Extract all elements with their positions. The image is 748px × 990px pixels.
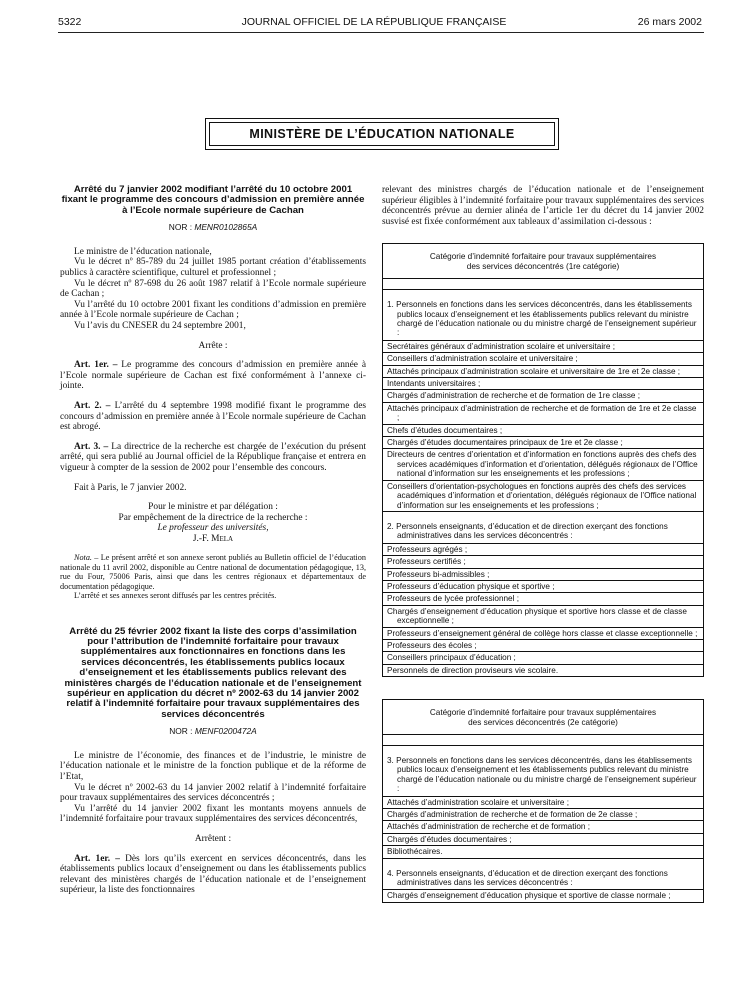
- table-row: Conseillers d’orientation-psychologues en fonctions auprès des chefs des services académiques d’information et d’orientation, délégués régionaux de l’Office national d’information sur les enseignements et les professions ;: [383, 481, 703, 512]
- decree1-nor: [60, 222, 366, 233]
- nor-code: MENF0200472A: [194, 726, 257, 737]
- nor-label: NOR :: [169, 726, 193, 737]
- article-label: Art. 1er. –: [74, 853, 120, 864]
- decree2-para: Le ministre de l’économie, des finances et de l’industrie, le ministre de l’éducation nationale et le ministre de la fonction publique et de la réforme de l’Etat,: [60, 750, 366, 782]
- decree2-article-1: [60, 854, 366, 896]
- category-1-table: [382, 243, 704, 677]
- nota-text-2: L’arrêté et ses annexes seront diffusés par les centres précités.: [74, 591, 277, 601]
- table-row: Bibliothécaires.: [383, 846, 703, 858]
- signature-line-1: Pour le ministre et par délégation :: [148, 502, 278, 513]
- table-row: Professeurs des écoles ;: [383, 640, 703, 652]
- right-column: [382, 185, 704, 903]
- table-row: Chargés d’administration de recherche et de formation de 1re classe ;: [383, 390, 703, 402]
- table-row: Attachés d’administration de recherche et de formation ;: [383, 821, 703, 833]
- table-header: [383, 244, 703, 279]
- category-2-table: [382, 699, 704, 903]
- decree1-para: Le ministre de l’éducation nationale,: [74, 246, 212, 257]
- nota: [60, 553, 366, 591]
- table-header-line: Catégorie d’indemnité forfaitaire pour travaux supplémentaires: [429, 252, 657, 262]
- article-text: Le programme des concours d’admission en première année à l’Ecole normale supérieure de Cachan est fixé conformément à l’annexe ci-jointe.: [60, 360, 366, 392]
- table-spacer: [383, 735, 703, 746]
- table-row: Conseillers d’administration scolaire et universitaire ;: [383, 353, 703, 365]
- nota-text: Le présent arrêté et son annexe seront publiés au Bulletin officiel de l’éducation nationale du 11 avril 2002, disponible au Centre national de documentation pédagogique, 13, rue du Four, 75006 Paris, ainsi que dans les centres régionaux et départementaux de documentation pédagogique.: [60, 553, 366, 591]
- table-row: Attachés principaux d’administration scolaire et universitaire de 1re et 2e classe ;: [383, 366, 703, 378]
- decree1-para: Vu l’arrêté du 10 octobre 2001 fixant les conditions d’admission en première année à l’Ecole normale supérieure de Cachan ;: [60, 299, 366, 321]
- decree1-arrete: Arrête :: [198, 340, 228, 351]
- article-label: Art. 2. –: [74, 400, 111, 411]
- ministry-title: MINISTÈRE DE L’ÉDUCATION NATIONALE: [209, 122, 555, 146]
- table-spacer: [383, 279, 703, 290]
- table-row: Chargés d’études documentaires principaux de 1re et 2e classe ;: [383, 437, 703, 449]
- table-row: Conseillers principaux d’éducation ;: [383, 652, 703, 664]
- decree2-continuation: relevant des ministres chargés de l’éducation nationale et de l’enseignement supérieur éligibles à l’indemnité forfaitaire pour travaux supplémentaires des services déconcentrés prévue au dernier alinéa de l’article 1er du décret du 14 janvier 2002 susvisé est fixée conformément aux tableaux d’assimilation ci-dessous :: [382, 185, 704, 227]
- article-text: L’arrêté du 4 septembre 1998 modifié fixant le programme des concours d’admission en première année à l’Ecole normale supérieure de Cachan est abrogé.: [60, 400, 366, 433]
- table-row: Professeurs d’enseignement général de collège hors classe et classe exceptionnelle ;: [383, 628, 703, 640]
- left-column: [60, 185, 366, 896]
- table-row: Secrétaires généraux d’administration scolaire et universitaire ;: [383, 341, 703, 353]
- table-row: Chefs d’études documentaires ;: [383, 425, 703, 437]
- signature-line-2: Par empêchement de la directrice de la recherche :: [118, 512, 308, 523]
- table-row: Professeurs agrégés ;: [383, 544, 703, 556]
- signature-line-3: Le professeur des universités,: [157, 523, 269, 534]
- decree2-nor: [60, 726, 366, 737]
- decree1-para: Vu le décret nº 85-789 du 24 juillet 1985 portant création d’établissements publics à caractère scientifique, culturel et professionnel ;: [60, 257, 366, 278]
- signature-line-4: J.-F. Mela: [192, 533, 234, 544]
- table-header-line: Catégorie d’indemnité forfaitaire pour travaux supplémentaires: [429, 708, 657, 718]
- decree1-para: Vu le décret nº 87-698 du 26 août 1987 relatif à l’Ecole normale supérieure de Cachan ;: [60, 278, 366, 300]
- decree1-fait: Fait à Paris, le 7 janvier 2002.: [74, 482, 187, 493]
- table-section: 4. Personnels enseignants, d’éducation et de direction exerçant des fonctions administratives dans les services déconcentrés :: [383, 859, 703, 891]
- table-row: Professeurs de lycée professionnel ;: [383, 593, 703, 605]
- decree1-article-1: [60, 360, 366, 392]
- table-row: Chargés d’administration de recherche et de formation de 2e classe ;: [383, 809, 703, 821]
- table-row: Personnels de direction proviseurs vie scolaire.: [387, 665, 559, 675]
- table-header-line: des services déconcentrés (2e catégorie): [468, 717, 618, 727]
- article-text: La directrice de la recherche est chargée de l’exécution du présent arrêté, qui sera publié au Journal officiel de la République française et entrera en vigueur à compter de la session de 2002 pour l’ensemble des concours.: [60, 441, 367, 473]
- header-date: 26 mars 2002: [637, 16, 702, 28]
- table-row: Professeurs certifiés ;: [383, 556, 703, 568]
- table-row: Chargés d’enseignement d’éducation physique et sportive de classe normale ;: [387, 891, 671, 901]
- table-row: Attachés d’administration scolaire et universitaire ;: [383, 797, 703, 809]
- article-label: Art. 1er. –: [74, 360, 118, 371]
- decree2-para: Vu le décret nº 2002-63 du 14 janvier 2002 relatif à l’indemnité forfaitaire pour travaux supplémentaires des services déconcentrés ;: [60, 782, 366, 804]
- table-row: Professeurs d’éducation physique et sportive ;: [383, 581, 703, 593]
- decree1-article-3: [60, 442, 366, 474]
- decree2-para: Vu l’arrêté du 14 janvier 2002 fixant les montants moyens annuels de l’indemnité forfaitaire pour travaux supplémentaires des services déconcentrés,: [60, 803, 366, 825]
- nor-code: MENR0102865A: [194, 222, 258, 233]
- decree2-arrete: Arrêtent :: [194, 833, 232, 844]
- table-row: Chargés d’études documentaires ;: [383, 834, 703, 846]
- table-row: Directeurs de centres d’orientation et d’information en fonctions auprès des chefs des services académiques d’information et d’orientation, délégués régionaux de l’Office national d’information sur les enseignements et les professions ;: [383, 449, 703, 480]
- table-header: [383, 700, 703, 735]
- journal-title: JOURNAL OFFICIEL DE LA RÉPUBLIQUE FRANÇAISE: [241, 16, 507, 28]
- header-rule: [58, 32, 704, 33]
- table-row: Professeurs bi-admissibles ;: [383, 569, 703, 581]
- table-section: 1. Personnels en fonctions dans les services déconcentrés, dans les établissements publics locaux d’enseignement et les établissements publics relevant du ministre chargé de l’éducation nationale ou du ministre chargé de l’enseignement supérieur :: [383, 290, 703, 341]
- decree1-para: Vu l’avis du CNESER du 24 septembre 2001,: [74, 320, 246, 331]
- table-row: Intendants universitaires ;: [383, 378, 703, 390]
- table-header-line: des services déconcentrés (1re catégorie): [466, 261, 620, 271]
- table-section: 3. Personnels en fonctions dans les services déconcentrés, dans les établissements publics locaux d’enseignement et les établissements publics relevant du ministre chargé de l’éducation nationale ou du ministre chargé de l’enseignement supérieur :: [383, 746, 703, 797]
- table-row: Chargés d’enseignement d’éducation physique et sportive hors classe et de classe exceptionnelle ;: [383, 606, 703, 628]
- page-number: 5322: [58, 16, 82, 28]
- article-label: Art. 3. –: [74, 441, 109, 452]
- nor-label: NOR :: [168, 222, 193, 233]
- decree1-title: Arrêté du 7 janvier 2002 modifiant l’arrêté du 10 octobre 2001 fixant le programme des concours d’admission en première année à l’Ecole normale supérieure de Cachan: [61, 184, 365, 216]
- ministry-box: [205, 118, 559, 150]
- table-section: 2. Personnels enseignants, d’éducation et de direction exerçant des fonctions administratives dans les services déconcentrés :: [383, 512, 703, 544]
- nota-label: Nota. –: [74, 553, 99, 563]
- table-row: Attachés principaux d’administration de recherche et de formation de 1re et 2e classe ;: [383, 403, 703, 425]
- decree1-article-2: [60, 401, 366, 433]
- decree2-title: Arrêté du 25 février 2002 fixant la liste des corps d’assimilation pour l’attribution de l’indemnité forfaitaire pour travaux supplémentaires aux fonctionnaires en fonctions dans les services déconcentrés, les établissements publics locaux d’enseignement et les établissements publics relevant des ministères chargés de l’éducation nationale et de l’enseignement supérieur en application du décret nº 2002-63 du 14 janvier 2002 relatif à l’indemnité forfaitaire pour travaux supplémentaires des services déconcentrés: [64, 625, 362, 720]
- article-text: Dès lors qu’ils exercent en services déconcentrés, dans les établissements publics locaux d’enseignement ou dans les établissements publics relevant des ministères chargés de l’éducation nationale et de l’enseignement supérieur, la liste des fonctionnaires: [60, 853, 367, 896]
